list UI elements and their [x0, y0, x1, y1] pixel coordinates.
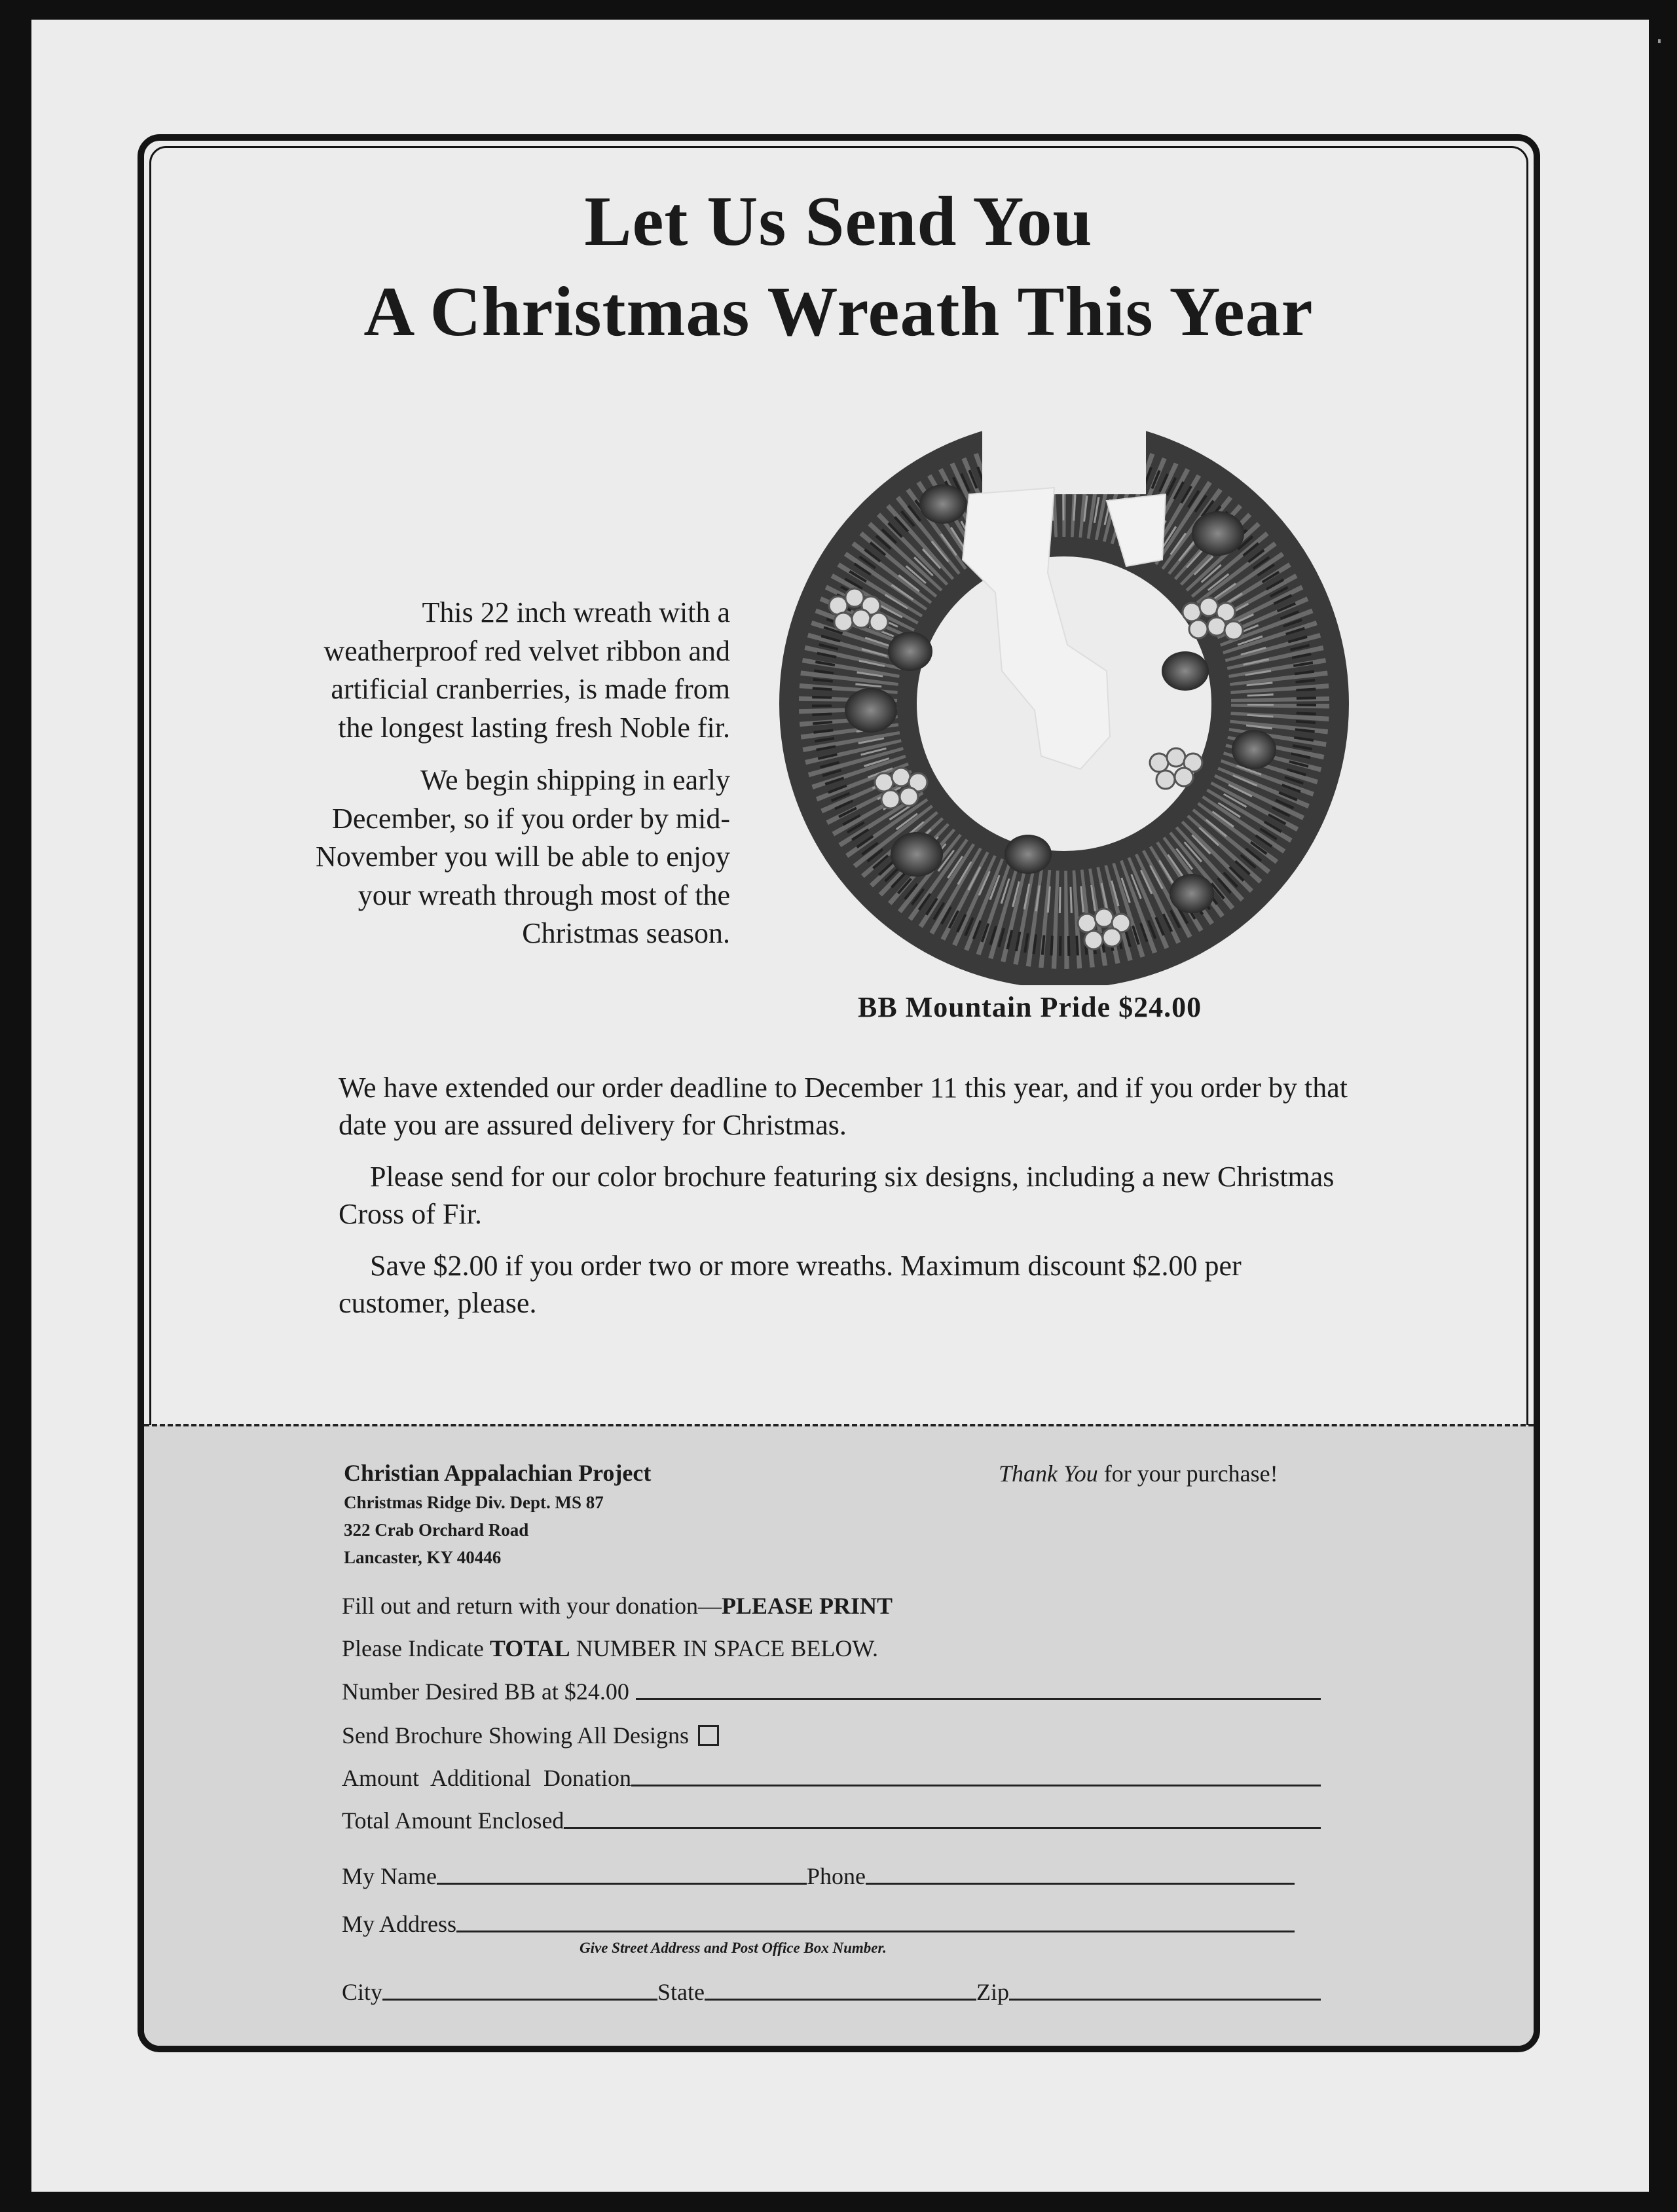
headline — [0, 177, 1677, 357]
instruction-total-pre: Please Indicate — [342, 1635, 490, 1661]
cut-line — [144, 1424, 1534, 1426]
address-hint: Give Street Address and Post Office Box Number. — [580, 1940, 887, 1956]
instruction-total-bold: TOTAL — [489, 1635, 570, 1661]
address-row — [342, 1910, 1295, 1938]
number-desired-field[interactable] — [636, 1698, 1321, 1700]
city-label: City — [342, 1979, 383, 2005]
scan-mark — [1658, 39, 1661, 43]
org-line-2: 322 Crab Orchard Road — [344, 1520, 529, 1540]
thank-you-rest: for your purchase! — [1097, 1460, 1278, 1487]
address-label: My Address — [342, 1911, 457, 1937]
number-desired-row — [342, 1678, 1321, 1705]
donation-label: Amount Additional Donation — [342, 1765, 631, 1791]
instruction-print-bold: PLEASE PRINT — [721, 1593, 893, 1619]
org-line-3: Lancaster, KY 40446 — [344, 1548, 502, 1567]
instruction-print — [342, 1592, 893, 1620]
org-line-1: Christmas Ridge Div. Dept. MS 87 — [344, 1493, 604, 1512]
headline-line-2: A Christmas Wreath This Year — [363, 273, 1314, 351]
wreath-caption: BB Mountain Pride $24.00 — [858, 991, 1202, 1023]
org-name: Christian Appalachian Project — [344, 1460, 652, 1486]
name-field[interactable] — [437, 1883, 807, 1885]
organization-address — [344, 1457, 933, 1571]
body-paragraph-discount: Save $2.00 if you order two or more wreaths. Maximum discount $2.00 per customer, please. — [339, 1250, 1242, 1319]
thank-you-note — [999, 1460, 1278, 1487]
zip-field[interactable] — [1009, 1999, 1321, 2001]
instruction-total — [342, 1635, 878, 1662]
total-label: Total Amount Enclosed — [342, 1807, 564, 1834]
brochure-checkbox[interactable] — [698, 1725, 719, 1746]
body-text — [339, 1069, 1360, 1336]
donation-field[interactable] — [631, 1785, 1321, 1786]
thank-you-emphasis: Thank You — [999, 1460, 1098, 1487]
intro-text — [314, 594, 730, 968]
body-paragraph-deadline: We have extended our order deadline to December 11 this year, and if you order by that date you are assured delivery for Christmas. — [339, 1072, 1348, 1141]
name-phone-row — [342, 1862, 1295, 1890]
brochure-row — [342, 1722, 719, 1749]
phone-field[interactable] — [866, 1883, 1295, 1885]
city-field[interactable] — [382, 1999, 657, 2001]
total-field[interactable] — [564, 1827, 1321, 1829]
state-label: State — [657, 1979, 705, 2005]
total-row — [342, 1807, 1321, 1834]
address-field[interactable] — [456, 1931, 1295, 1932]
city-state-zip-row — [342, 1978, 1321, 2006]
intro-paragraph-2: We begin shipping in early December, so if you order by mid-November you will be able to enjoy your wreath through most of the Christmas season. — [316, 764, 730, 949]
state-field[interactable] — [705, 1999, 976, 2001]
name-label: My Name — [342, 1863, 437, 1889]
wreath-image — [766, 396, 1362, 985]
phone-label: Phone — [806, 1863, 866, 1889]
body-paragraph-brochure: Please send for our color brochure featuring six designs, including a new Christmas Cross of Fir. — [339, 1161, 1335, 1230]
headline-line-1: Let Us Send You — [584, 183, 1093, 261]
number-desired-label: Number Desired BB at $24.00 — [342, 1678, 629, 1705]
instruction-total-post: NUMBER IN SPACE BELOW. — [570, 1635, 879, 1661]
brochure-label: Send Brochure Showing All Designs — [342, 1722, 689, 1749]
instruction-print-text: Fill out and return with your donation— — [342, 1593, 722, 1619]
donation-row — [342, 1764, 1321, 1792]
intro-paragraph-1: This 22 inch wreath with a weatherproof red velvet ribbon and artificial cranberries, is made from the longest lasting fresh Noble fir. — [323, 596, 730, 744]
zip-label: Zip — [976, 1979, 1009, 2005]
